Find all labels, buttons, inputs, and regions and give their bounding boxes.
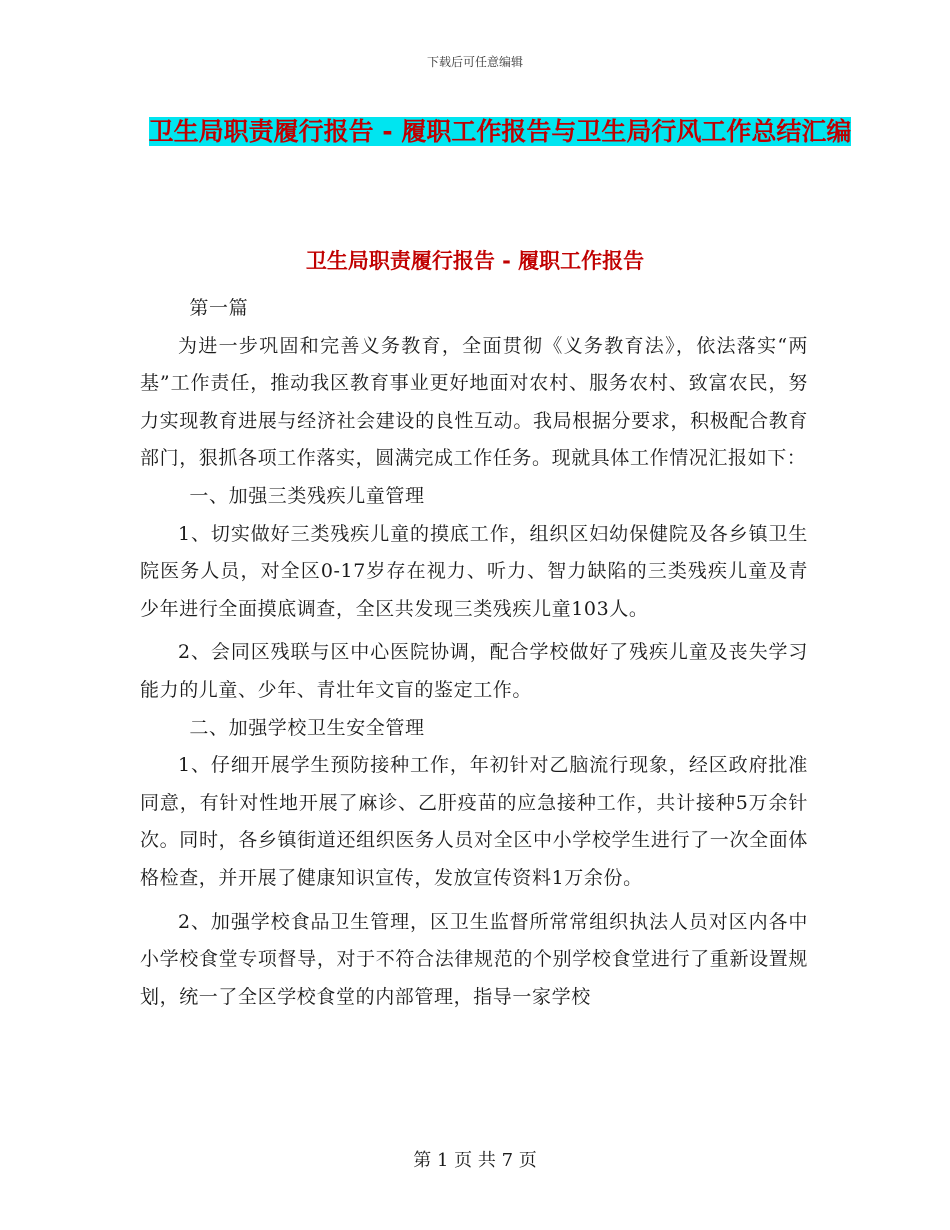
header-note: 下载后可任意编辑 [426,55,523,69]
section-heading-1: 一、加强三类残疾儿童管理 [189,484,425,507]
paragraph-1-2: 2、会同区残联与区中心医院协调，配合学校做好了残疾儿童及丧失学习能力的儿童、少年、青壮年文盲的鉴定工作。 [140,641,808,701]
part-label: 第一篇 [189,297,249,319]
paragraph-2-2: 2、加强学校食品卫生管理，区卫生监督所常常组织执法人员对区内各中小学校食堂专项督导，对于不符合法律规范的个别学校食堂进行了重新设置规划，统一了全区学校食堂的内部管理，指导一家学校 [140,910,808,1008]
paragraph-2-1: 1、仔细开展学生预防接种工作，年初针对乙脑流行现象，经区政府批准同意，有针对性地开展了麻诊、乙肝疫苗的应急接种工作，共计接种5万余针次。同时，各乡镇街道还组织医务人员对全区中小学校学生进行了一次全面体格检查，并开展了健康知识宣传，发放宣传资料1万余份。 [140,754,808,889]
intro-paragraph: 为进一步巩固和完善义务教育，全面贯彻《义务教育法》，依法落实“两基”工作责任，推动我区教育事业更好地面对农村、服务农村、致富农民，努力实现教育进展与经济社会建设的良性互动。我局根据分要求，积极配合教育部门，狠抓各项工作落实，圆满完成工作任务。现就具体工作情况汇报如下： [140,334,808,470]
document-title [140,108,860,156]
page-footer: 第 1 页 共 7 页 [413,1150,537,1171]
section-heading-2: 二、加强学校卫生安全管理 [189,716,425,739]
document-title-text: 卫生局职责履行报告 - 履职工作报告与卫生局行风工作总结汇编 [148,117,852,146]
paragraph-1-1: 1、切实做好三类残疾儿童的摸底工作，组织区妇幼保健院及各乡镇卫生院医务人员，对全区0-17岁存在视力、听力、智力缺陷的三类残疾儿童及青少年进行全面摸底调查，全区共发现三类残疾儿童103人。 [140,522,808,620]
document-body [140,290,808,1016]
section-subtitle: 卫生局职责履行报告 - 履职工作报告 [305,249,645,273]
